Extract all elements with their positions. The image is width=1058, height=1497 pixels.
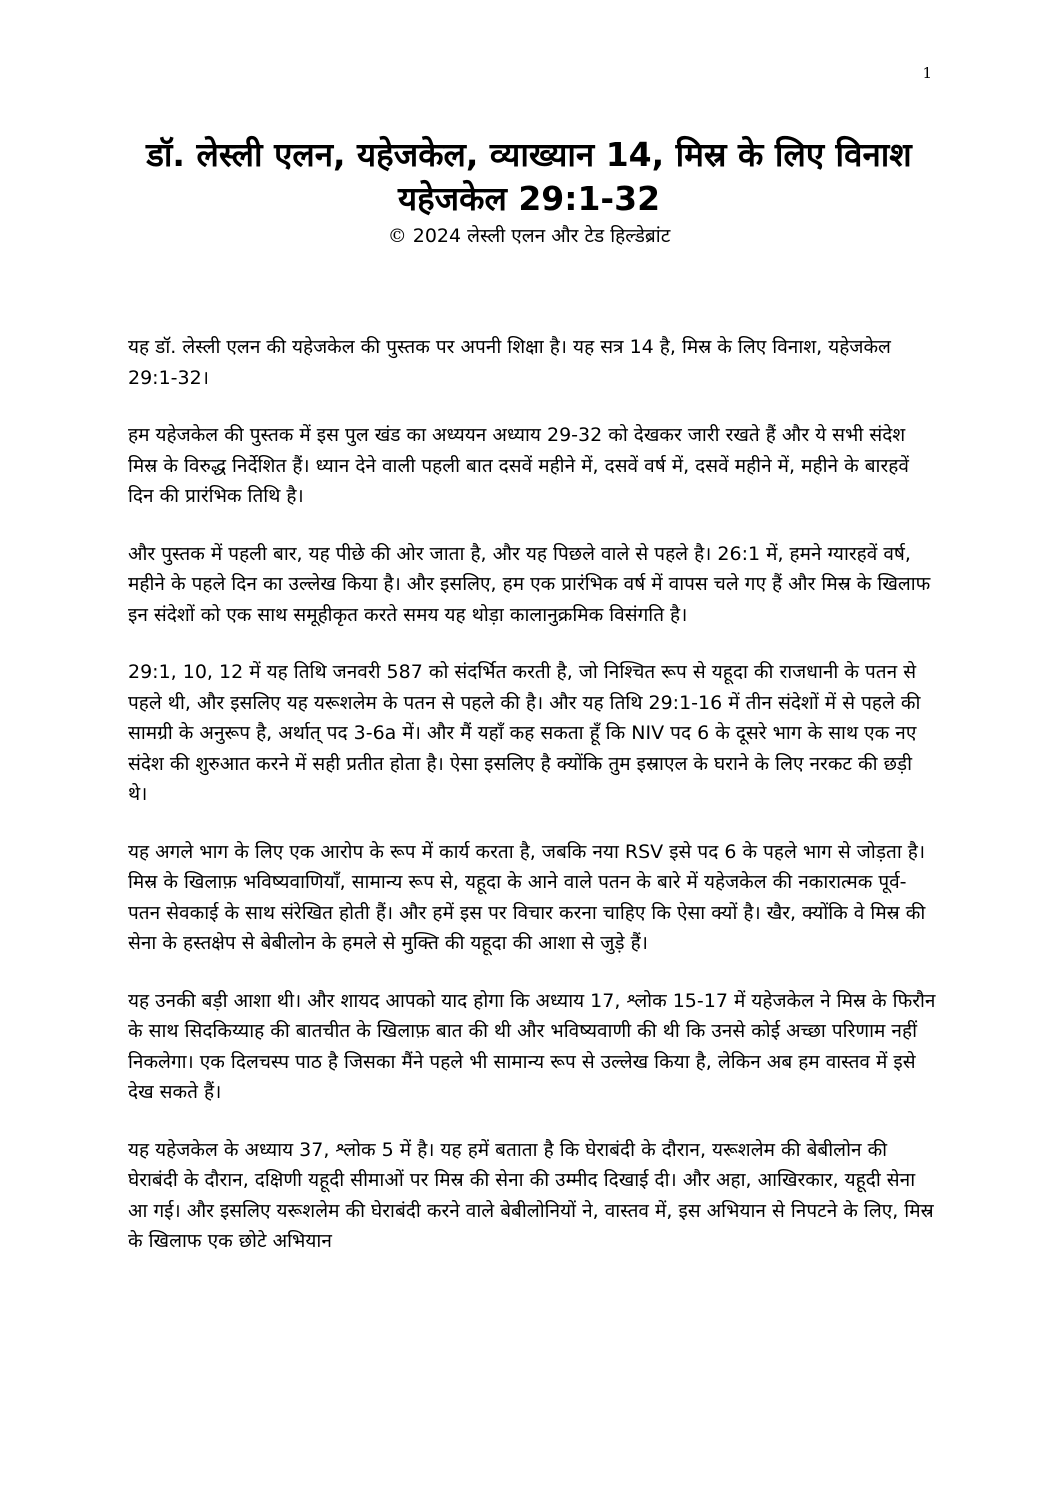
title-block [100,133,958,249]
body-text [128,332,936,1284]
copyright-line [100,223,958,249]
document-title [100,133,958,221]
paragraph: यह यहेजकेल के अध्याय 37, श्लोक 5 में है। यह हमें बताता है कि घेराबंदी के दौरान, यरूशलेम की बेबीलोन की घेराबंदी के दौरान, दक्षिणी यहूदी सीमाओं पर मिस्र की सेना की उम्मीद दिखाई दी। और अहा, आखिरकार, यहूदी सेना आ गई। और इसलिए यरूशलेम की घेराबंदी करने वाले बेबीलोनियों ने, वास्तव में, इस अभियान से निपटने के लिए, मिस्र के खिलाफ एक छोटे अभियान [128,1138,934,1252]
page-number: 1 [922,64,932,82]
document-subtitle: यहेजकेल 29:1-32 [397,179,661,218]
paragraph: 29:1, 10, 12 में यह तिथि जनवरी 587 को संदर्भित करती है, जो निश्चित रूप से यहूदा की राजधानी के पतन से पहले थी, और इसलिए यह यरूशलेम के पतन से पहले की है। और यह तिथि 29:1-16 में तीन संदेशों में से पहले की सामग्री के अनुरूप है, अर्थात् पद 3-6a में। और मैं यहाँ कह सकता हूँ कि NIV पद 6 के दूसरे भाग के साथ एक नए संदेश की शुरुआत करने में सही प्रतीत होता है। ऐसा इसलिए है क्योंकि तुम इस्राएल के घराने के लिए नरकट की छड़ी थे। [128,661,921,805]
paragraph: और पुस्तक में पहली बार, यह पीछे की ओर जाता है, और यह पिछले वाले से पहले है। 26:1 में, हमने ग्यारहवें वर्ष, महीने के पहले दिन का उल्लेख किया है। और इसलिए, हम एक प्रारंभिक वर्ष में वापस चले गए हैं और मिस्र के खिलाफ इन संदेशों को एक साथ समूहीकृत करते समय यह थोड़ा कालानुक्रमिक विसंगति है। [128,542,931,626]
paragraph: यह उनकी बड़ी आशा थी। और शायद आपको याद होगा कि अध्याय 17, श्लोक 15-17 में यहेजकेल ने मिस्र के फिरौन के साथ सिदकिय्याह की बातचीत के खिलाफ़ बात की थी और भविष्यवाणी की थी कि उनसे कोई अच्छा परिणाम नहीं निकलेगा। एक दिलचस्प पाठ है जिसका मैंने पहले भी सामान्य रूप से उल्लेख किया है, लेकिन अब हम वास्तव में इसे देख सकते हैं। [128,989,936,1103]
paragraph: यह अगले भाग के लिए एक आरोप के रूप में कार्य करता है, जबकि नया RSV इसे पद 6 के पहले भाग से जोड़ता है। मिस्र के खिलाफ़ भविष्यवाणियाँ, सामान्य रूप से, यहूदा के आने वाले पतन के बारे में यहेजकेल की नकारात्मक पूर्व-पतन सेवकाई के साथ संरेखित होती हैं। और हमें इस पर विचार करना चाहिए कि ऐसा क्यों है। खैर, क्योंकि वे मिस्र की सेना के हस्तक्षेप से बेबीलोन के हमले से मुक्ति की यहूदा की आशा से जुड़े हैं। [128,840,926,954]
document-title-main: डॉ. लेस्ली एलन, यहेजकेल, व्याख्यान 14, मिस्र के लिए विनाश [146,135,912,174]
paragraph: यह डॉ. लेस्ली एलन की यहेजकेल की पुस्तक पर अपनी शिक्षा है। यह सत्र 14 है, मिस्र के लिए विनाश, यहेजकेल 29:1-32। [128,336,891,389]
paragraph: हम यहेजकेल की पुस्तक में इस पुल खंड का अध्ययन अध्याय 29-32 को देखकर जारी रखते हैं और ये सभी संदेश मिस्र के विरुद्ध निर्देशित हैं। ध्यान देने वाली पहली बात दसवें महीने में, दसवें वर्ष में, दसवें महीने में, महीने के बारहवें दिन की प्रारंभिक तिथि है। [128,424,909,507]
copyright-symbol: © [387,225,407,247]
copyright-text: 2024 लेस्ली एलन और टेड हिल्डेब्रांट [412,225,671,247]
